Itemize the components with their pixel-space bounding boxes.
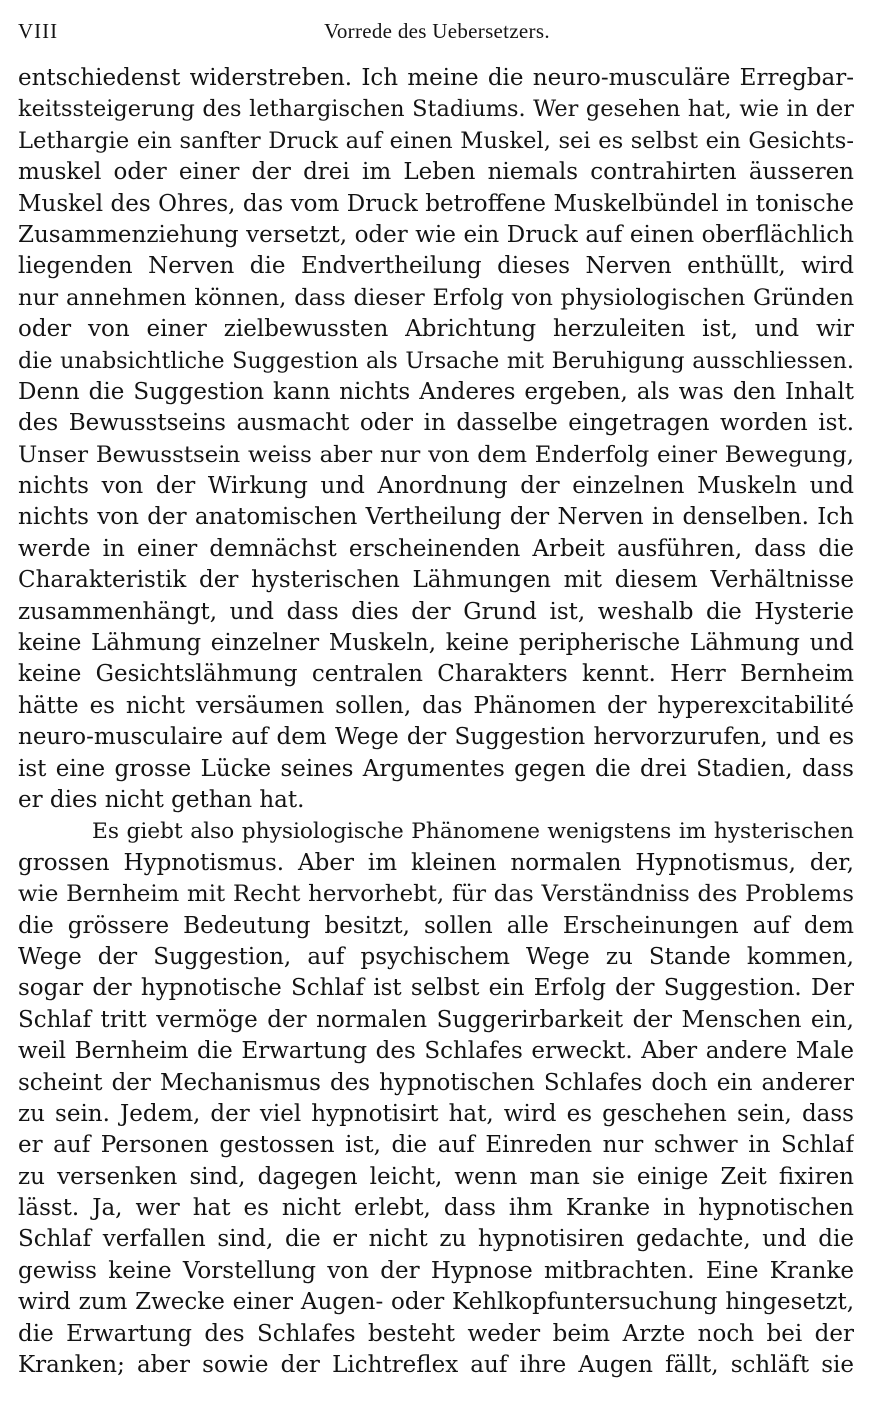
text-line: lässt. Ja, wer hat es nicht erlebt, dass ihm Kranke in hypnotischen	[18, 1195, 854, 1222]
text-line: scheint der Mechanismus des hypnotischen Schlafes doch ein anderer	[18, 1069, 854, 1096]
text-line: zu sein. Jedem, der viel hypnotisirt hat, wird es geschehen sein, dass	[18, 1100, 854, 1127]
text-line: keine Lähmung einzelner Muskeln, keine peripherische Lähmung und	[18, 630, 854, 657]
running-title: Vorrede des Uebersetzers.	[324, 19, 550, 43]
text-line: Schlaf tritt vermöge der normalen Suggerirbarkeit der Menschen ein,	[18, 1006, 854, 1033]
text-line: werde in einer demnächst erscheinenden Arbeit ausführen, dass die	[18, 535, 854, 562]
text-line: wie Bernheim mit Recht hervorhebt, für das Verständniss des Problems	[18, 881, 854, 908]
text-line: Muskel des Ohres, das vom Druck betroffene Muskelbündel in tonische	[18, 190, 854, 217]
text-line: Lethargie ein sanfter Druck auf einen Muskel, sei es selbst ein Gesichts-	[18, 127, 854, 154]
text-line: keine Gesichtslähmung centralen Charakters kennt. Herr Bernheim	[18, 661, 854, 688]
text-line: die Erwartung des Schlafes besteht weder beim Arzte noch bei der	[18, 1320, 854, 1347]
text-line: sogar der hypnotische Schlaf ist selbst ein Erfolg der Suggestion. Der	[18, 975, 854, 1002]
paragraph-first-line: Es giebt also physiologische Phänomene wenigstens im hysterischen	[92, 819, 854, 845]
paragraph-last-line: er dies nicht gethan hat.	[18, 786, 305, 813]
page-number: VIII	[18, 19, 59, 43]
text-line: keitssteigerung des lethargischen Stadiums. Wer gesehen hat, wie in der	[18, 96, 854, 123]
text-line: Zusammenziehung versetzt, oder wie ein Druck auf einen oberflächlich	[18, 221, 854, 248]
text-line: neuro-musculaire auf dem Wege der Suggestion hervorzurufen, und es	[18, 724, 854, 751]
text-line: muskel oder einer der drei im Leben niemals contrahirten äusseren	[18, 159, 854, 186]
text-line: hätte es nicht versäumen sollen, das Phänomen der hyperexcitabilité	[18, 692, 854, 719]
text-line: nichts von der anatomischen Vertheilung der Nerven in denselben. Ich	[18, 504, 854, 531]
text-line: liegenden Nerven die Endvertheilung dieses Nerven enthüllt, wird	[18, 253, 854, 280]
text-line: Wege der Suggestion, auf psychischem Wege zu Stande kommen,	[18, 943, 854, 970]
text-line: Denn die Suggestion kann nichts Anderes ergeben, als was den Inhalt	[18, 378, 854, 405]
text-line: wird zum Zwecke einer Augen- oder Kehlkopfuntersuchung hingesetzt,	[18, 1289, 854, 1316]
text-line: Schlaf verfallen sind, die er nicht zu hypnotisiren gedachte, und die	[18, 1226, 854, 1253]
text-line: entschiedenst widerstreben. Ich meine die neuro-musculäre Erregbar-	[18, 65, 854, 91]
text-line: er auf Personen gestossen ist, die auf Einreden nur schwer in Schlaf	[18, 1132, 854, 1159]
text-line: Kranken; aber sowie der Lichtreflex auf ihre Augen fällt, schläft sie	[18, 1352, 854, 1379]
text-line: oder von einer zielbewussten Abrichtung herzuleiten ist, und wir	[18, 316, 854, 343]
text-line: zu versenken sind, dagegen leicht, wenn man sie einige Zeit fixiren	[18, 1163, 854, 1190]
text-line: nichts von der Wirkung und Anordnung der einzelnen Muskeln und	[18, 473, 854, 500]
text-line: des Bewusstseins ausmacht oder in dasselbe eingetragen worden ist.	[18, 410, 854, 437]
text-line: grossen Hypnotismus. Aber im kleinen normalen Hypnotismus, der,	[18, 849, 854, 876]
running-head	[18, 18, 856, 44]
text-line: Charakteristik der hysterischen Lähmungen mit diesem Verhältnisse	[18, 567, 854, 594]
body-text	[18, 63, 854, 1381]
text-line: Unser Bewusstsein weiss aber nur von dem Enderfolg einer Bewegung,	[18, 441, 854, 468]
text-line: gewiss keine Vorstellung von der Hypnose mitbrachten. Eine Kranke	[18, 1257, 854, 1284]
text-line: zusammenhängt, und dass dies der Grund ist, weshalb die Hysterie	[18, 598, 854, 625]
text-line: die unabsichtliche Suggestion als Ursache mit Beruhigung ausschliessen.	[18, 347, 854, 374]
text-line: die grössere Bedeutung besitzt, sollen alle Erscheinungen auf dem	[18, 912, 854, 939]
text-line: nur annehmen können, dass dieser Erfolg von physiologischen Gründen	[18, 284, 854, 311]
text-line: weil Bernheim die Erwartung des Schlafes erweckt. Aber andere Male	[18, 1038, 854, 1065]
text-line: ist eine grosse Lücke seines Argumentes gegen die drei Stadien, dass	[18, 755, 854, 782]
